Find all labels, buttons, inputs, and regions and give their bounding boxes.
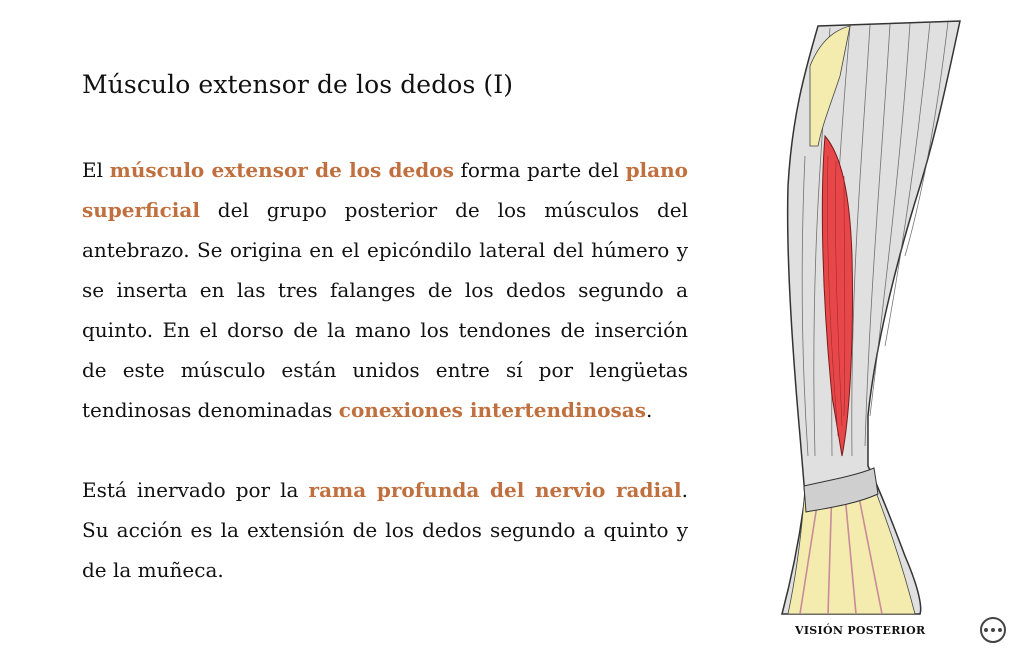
dot-icon: [998, 628, 1002, 632]
text-span: Está inervado por la: [82, 478, 309, 502]
dot-icon: [991, 628, 995, 632]
page-title: Músculo extensor de los dedos (I): [82, 70, 514, 99]
text-span: . Su acción es la extensión de los dedos segundo a quinto y de la muñeca.: [82, 478, 688, 582]
text-span: forma parte del: [453, 158, 626, 182]
link-plano-superficial[interactable]: plano superficial: [82, 158, 688, 222]
body-text: [82, 150, 688, 590]
figure-caption: VISIÓN POSTERIOR: [795, 624, 926, 637]
paragraph-1: [82, 150, 688, 430]
more-options-icon[interactable]: [980, 617, 1006, 643]
forearm-illustration: [770, 16, 970, 616]
text-span: del grupo posterior de los músculos del antebrazo. Se origina en el epicóndilo lateral del húmero y se inserta en las tres falanges de los dedos segundo a quinto. En el dorso de la mano los tendones de inserción de este músculo están unidos entre sí por lengüetas tendinosas denominadas: [82, 198, 688, 422]
text-span: El: [82, 158, 110, 182]
paragraph-2: [82, 470, 688, 590]
dot-icon: [984, 628, 988, 632]
link-conexiones-intertendinosas[interactable]: conexiones intertendinosas: [338, 398, 646, 422]
text-span: .: [645, 398, 653, 422]
link-extensor-dedos[interactable]: músculo extensor de los dedos: [109, 158, 454, 182]
link-rama-profunda-nervio-radial[interactable]: rama profunda del nervio radial: [308, 478, 682, 502]
